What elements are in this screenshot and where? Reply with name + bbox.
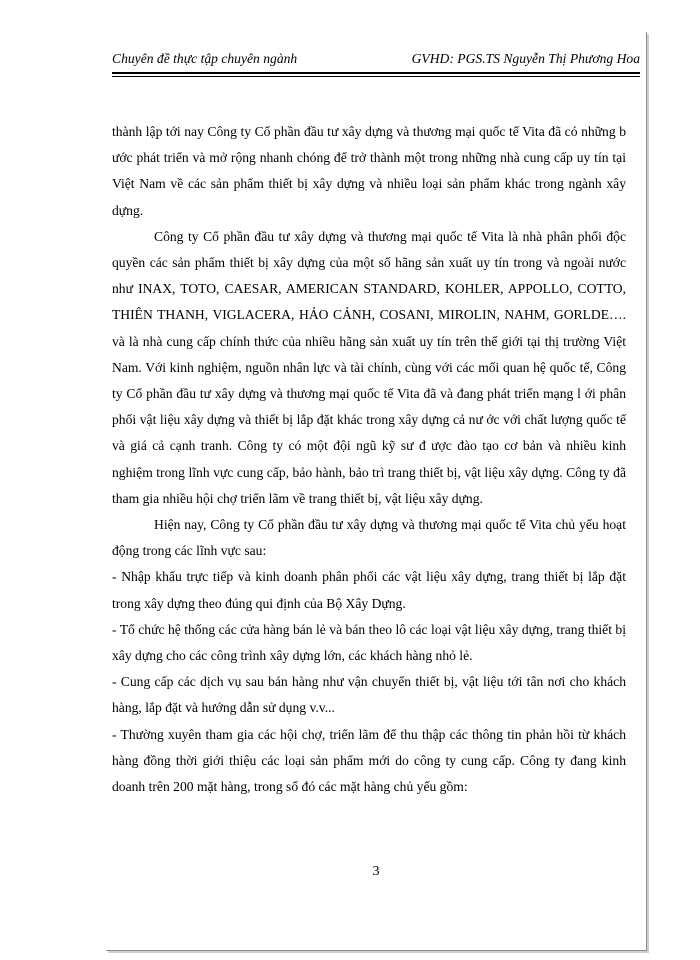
document-body bbox=[112, 119, 626, 800]
header-left-title: Chuyên đề thực tập chuyên ngành bbox=[112, 51, 298, 66]
header-right-advisor: GVHD: PGS.TS Nguyễn Thị Phương Hoa bbox=[411, 51, 640, 66]
page-number: 3 bbox=[372, 864, 380, 879]
list-item-import: - Nhập khẩu trực tiếp và kinh doanh phân phối các vật liệu xây dựng, trang thiết bị lắp đặt trong xây dựng theo đúng qui định của Bộ Xây Dựng. bbox=[112, 569, 626, 611]
paragraph-distribution: Công ty Cổ phần đầu tư xây dựng và thương mại quốc tế Vita là nhà phân phối độc quyền các sản phẩm thiết bị xây dựng của một số hãng sản xuất uy tín trong và ngoài nước như INAX, TOTO, CAESAR, AMERICAN STANDARD, KOHLER, APPOLLO, COTTO, THIÊN THANH, VIGLACERA, HẢO CẢNH, COSANI, MIROLIN, NAHM, GORLDE…. và là nhà cung cấp chính thức của nhiều hãng sản xuất uy tín trên thế giới tại thị trường Việt Nam. Với kinh nghiệm, nguồn nhân lực và tài chính, cùng với các mối quan hệ quốc tế, Công ty Cổ phần đầu tư xây dựng và thương mại quốc tế Vita đã và đang phát triển mạng l ới phân phối vật liệu xây dựng và thiết bị lắp đặt khác trong xây dựng cả nư ớc với chất lượng quốc tế và giá cả cạnh tranh. Công ty có một đội ngũ kỹ sư đ ược đào tạo cơ bản và nhiều kinh nghiệm trong lĩnh vực cung cấp, bảo hành, bảo trì trang thiết bị, vật liệu xây dựng. Công ty đã tham gia nhiều hội chợ triển lãm về trang thiết bị, vật liệu xây dựng. bbox=[112, 228, 626, 506]
paragraph-continuation: thành lập tới nay Công ty Cổ phần đầu tư xây dựng và thương mại quốc tế Vita đã có những b ước phát triển và mở rộng nhanh chóng để trở thành một trong những nhà cung cấp uy tín tại Việt Nam về các sản phẩm thiết bị xây dựng và nhiều loại sản phẩm khác trong ngành xây dựng. bbox=[112, 124, 626, 218]
page-header bbox=[112, 50, 640, 68]
list-item-after-sales: - Cung cấp các dịch vụ sau bán hàng như vận chuyển thiết bị, vật liệu tới tân nơi cho khách hàng, lắp đặt và hướng dẫn sử dụng v.v... bbox=[112, 674, 626, 716]
header-rule bbox=[112, 72, 640, 77]
list-item-retail: - Tổ chức hệ thống các cửa hàng bán lẻ và bán theo lô các loại vật liệu xây dựng, trang thiết bị xây dựng cho các công trình xây dựng lớn, các khách hàng nhỏ lẻ. bbox=[112, 621, 626, 664]
paragraph-activities-intro: Hiện nay, Công ty Cổ phần đầu tư xây dựng và thương mại quốc tế Vita chủ yếu hoạt động trong các lĩnh vực sau: bbox=[112, 517, 626, 559]
list-item-fairs: - Thường xuyên tham gia các hội chợ, triển lãm để thu thập các thông tin phản hồi từ khách hàng đồng thời giới thiệu các loại sản phẩm mới do công ty cung cấp. Công ty đang kinh doanh trên 200 mặt hàng, trong số đó các mặt hàng chủ yếu gồm: bbox=[112, 726, 626, 795]
